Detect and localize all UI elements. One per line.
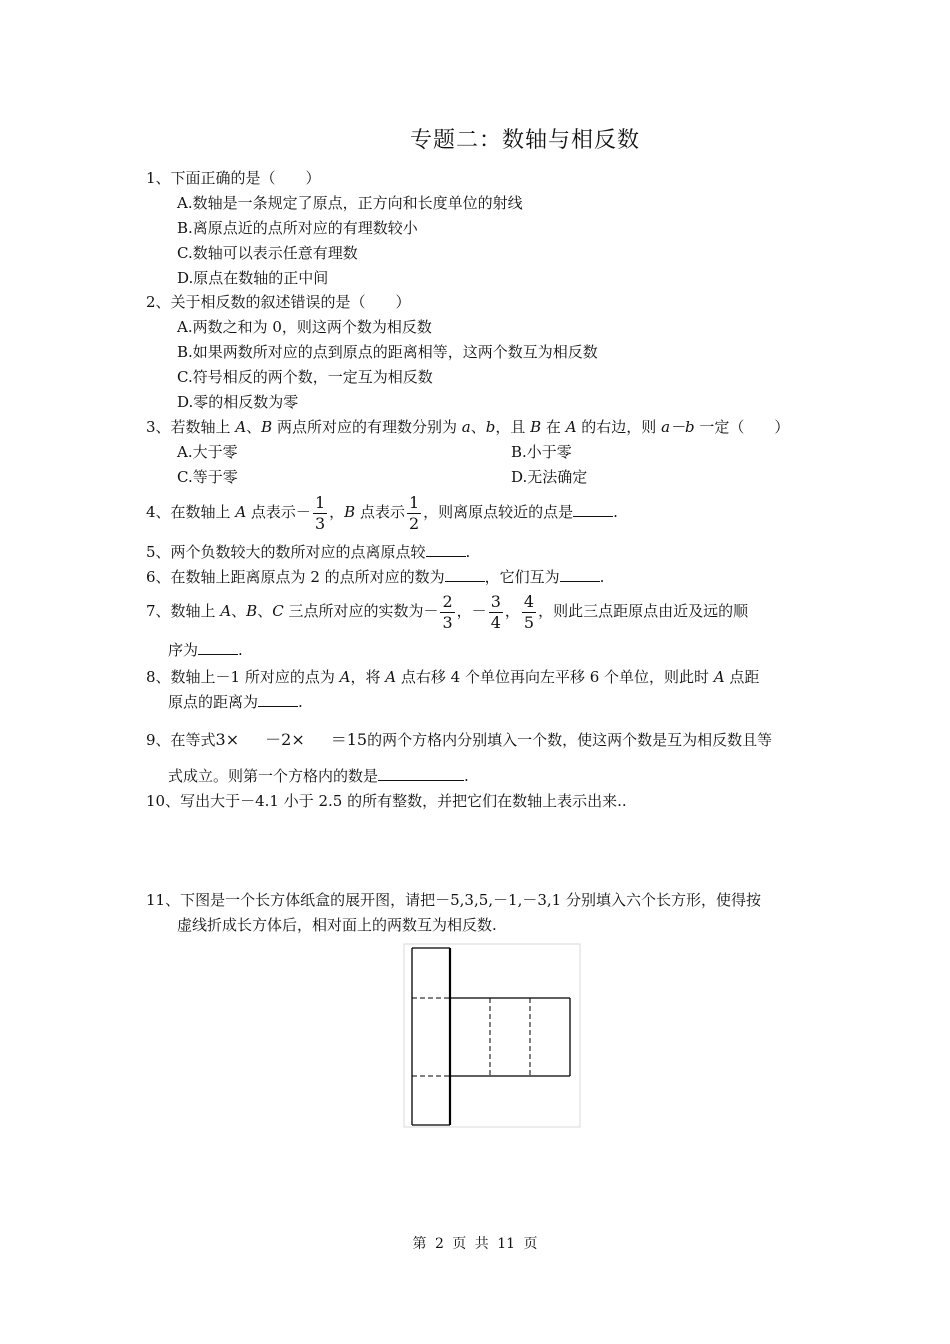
q3-stem: 3、若数轴上 A、B 两点所对应的有理数分别为 a、b，且 B 在 A 的右边，则 a－b 一定（ ） — [146, 418, 790, 436]
answer-blank — [573, 502, 613, 517]
q2-option-b: B.如果两数所对应的点到原点的距离相等，这两个数互为相反数 — [177, 343, 598, 361]
q5-question: 5、两个负数较大的数所对应的点离原点较 . — [146, 543, 471, 561]
q2-option-c: C.符号相反的两个数，一定互为相反数 — [177, 368, 433, 386]
q9-line2: 式成立。则第一个方格内的数是 . — [168, 767, 469, 785]
answer-blank — [258, 692, 298, 707]
answer-blank — [560, 567, 600, 582]
q1-option-a: A.数轴是一条规定了原点，正方向和长度单位的射线 — [177, 194, 523, 212]
fraction: $\frac{1}{2}$ — [408, 492, 420, 533]
page-footer: 第 2 页 共 11 页 — [412, 1236, 538, 1252]
q1-option-c: C.数轴可以表示任意有理数 — [177, 244, 358, 262]
fraction: $\frac{3}{4}$ — [490, 591, 501, 632]
answer-blank — [198, 640, 238, 655]
box-net-diagram — [403, 943, 583, 1129]
q3-option-b: B.小于零 — [511, 443, 572, 461]
q3-option-d: D.无法确定 — [511, 468, 588, 486]
answer-blank — [426, 542, 466, 557]
q2-option-a: A.两数之和为 0，则这两个数为相反数 — [177, 318, 432, 336]
q1-option-b: B.离原点近的点所对应的有理数较小 — [177, 219, 418, 237]
q3-option-a: A.大于零 — [177, 443, 238, 461]
q8-question: 8、数轴上－1 所对应的点为 A，将 A 点右移 4 个单位再向左平移 6 个单位，则此时 A 点距 — [146, 668, 760, 686]
fraction: $\frac{4}{5}$ — [523, 591, 535, 632]
fraction: $\frac{1}{3}$ — [314, 492, 326, 533]
q9-question: 9、在等式3× －2× ＝15的两个方格内分别填入一个数，使这两个数是互为相反数且等 — [146, 730, 773, 749]
answer-blank — [445, 567, 485, 582]
q2-stem: 2、关于相反数的叙述错误的是（ ） — [146, 293, 411, 311]
q10-question: 10、写出大于－4.1 小于 2.5 的所有整数，并把它们在数轴上表示出来.. — [146, 792, 627, 810]
q11-line2: 虚线折成长方体后，相对面上的两数互为相反数. — [177, 916, 497, 934]
q8-line2: 原点的距离为 . — [168, 693, 303, 711]
q1-stem: 1、下面正确的是（ ） — [146, 169, 321, 187]
q3-option-c: C.等于零 — [177, 468, 238, 486]
fraction: $\frac{2}{3}$ — [442, 591, 453, 632]
q1-option-d: D.原点在数轴的正中间 — [177, 269, 329, 287]
q7-question: 7、数轴上 A、B、C 三点所对应的实数为－ $\frac{2}{3}$ ，－ $\frac{3}{4}$ ， $\frac{4}{5}$ ，则此三点距原点由近及远的顺 — [146, 591, 749, 632]
q4-question: 4、在数轴上 A 点表示－ $\frac{1}{3}$ ，B 点表示 $\frac{1}{2}$ ，则离原点较近的点是 . — [146, 492, 618, 533]
q11-line1: 11、下图是一个长方体纸盒的展开图，请把－5,3,5,－1,－3,1 分别填入六个长方形，使得按 — [146, 891, 761, 909]
answer-blank — [378, 766, 464, 781]
page-title: 专题二：数轴与相反数 — [409, 128, 640, 153]
q6-question: 6、在数轴上距离原点为 2 的点所对应的数为 ，它们互为 . — [146, 568, 605, 586]
q7-line2: 序为 . — [168, 641, 243, 659]
q2-option-d: D.零的相反数为零 — [177, 393, 299, 411]
